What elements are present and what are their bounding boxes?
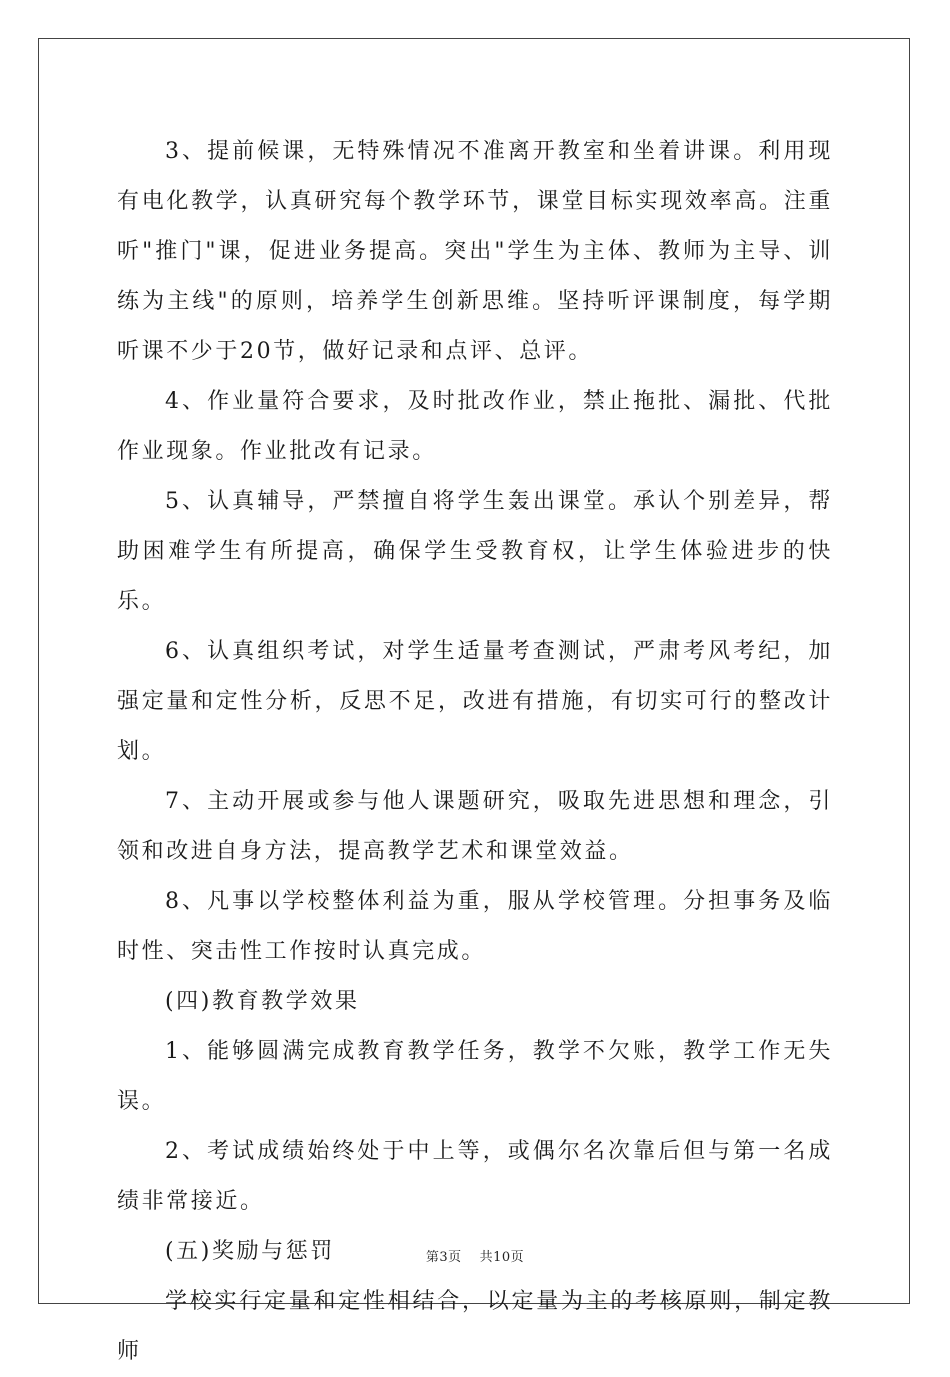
page-number: 第3页	[425, 1250, 462, 1265]
paragraph-item-5: 5、认真辅导，严禁擅自将学生轰出课堂。承认个别差异，帮助困难学生有所提高，确保学生受教育权，让学生体验进步的快乐。	[117, 489, 833, 614]
page-footer	[0, 1246, 950, 1265]
paragraph-item-3: 3、提前候课，无特殊情况不准离开教室和坐着讲课。利用现有电化教学，认真研究每个教学环节，课堂目标实现效率高。注重听"推门"课，促进业务提高。突出"学生为主体、教师为主导、训练为主线"的原则，培养学生创新思维。坚持听评课制度，每学期听课不少于20节，做好记录和点评、总评。	[117, 139, 833, 364]
paragraph-item-7: 7、主动开展或参与他人课题研究，吸取先进思想和理念，引领和改进自身方法，提高教学艺术和课堂效益。	[117, 789, 833, 864]
page-total: 共10页	[479, 1250, 525, 1265]
section-heading-teaching-effect: (四)教育教学效果	[165, 989, 360, 1014]
document-body	[117, 127, 833, 1377]
section-heading-rewards-penalties: (五)奖励与惩罚	[165, 1239, 335, 1264]
paragraph-item-8: 8、凡事以学校整体利益为重，服从学校管理。分担事务及临时性、突击性工作按时认真完成。	[117, 889, 833, 964]
paragraph-item-6: 6、认真组织考试，对学生适量考查测试，严肃考风考纪，加强定量和定性分析，反思不足，改进有措施，有切实可行的整改计划。	[117, 639, 833, 764]
paragraph-assessment-principle: 学校实行定量和定性相结合，以定量为主的考核原则，制定教师	[117, 1289, 833, 1364]
paragraph-effect-2: 2、考试成绩始终处于中上等，或偶尔名次靠后但与第一名成绩非常接近。	[117, 1139, 833, 1214]
paragraph-item-4: 4、作业量符合要求，及时批改作业，禁止拖批、漏批、代批作业现象。作业批改有记录。	[117, 389, 833, 464]
paragraph-effect-1: 1、能够圆满完成教育教学任务，教学不欠账，教学工作无失误。	[117, 1039, 833, 1114]
